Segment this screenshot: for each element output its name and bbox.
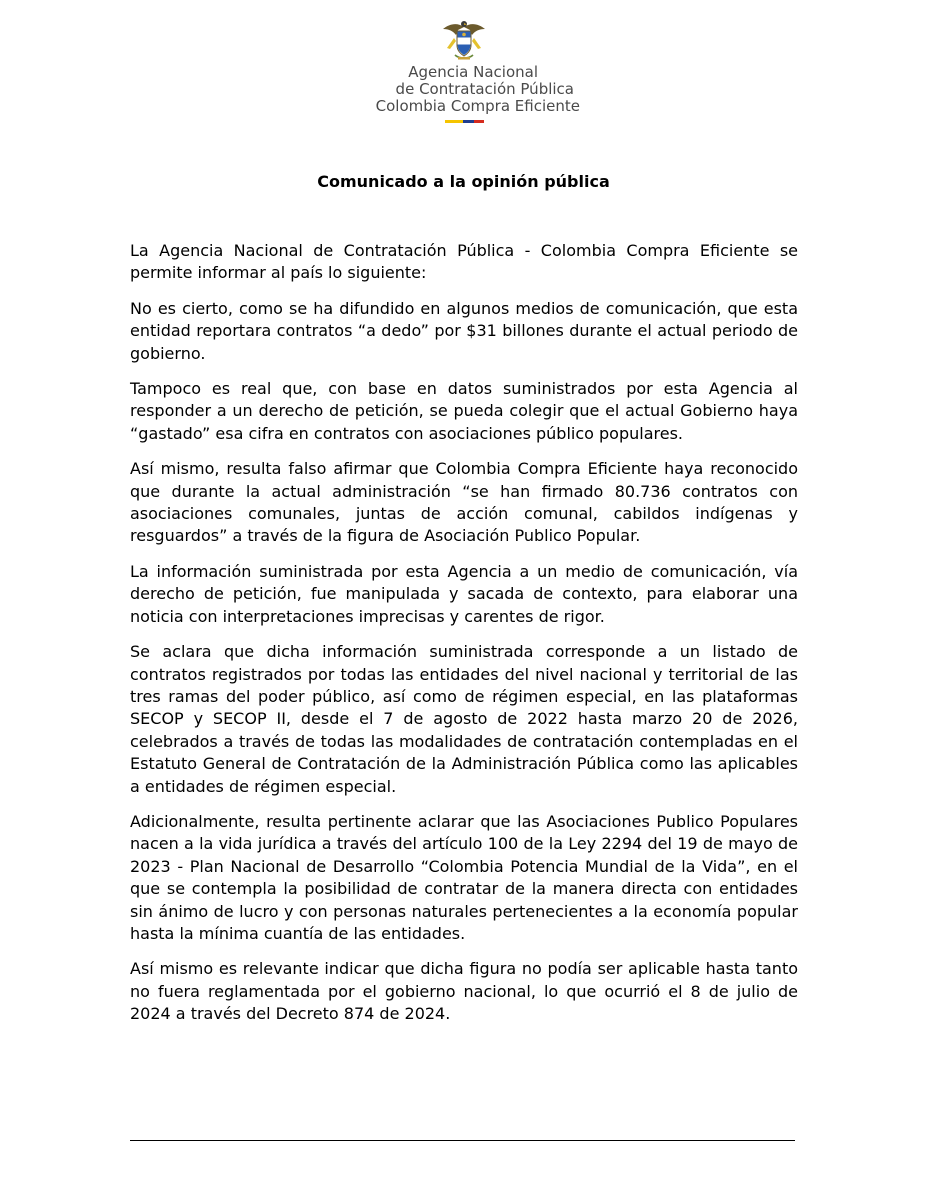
paragraph: La información suministrada por esta Agencia a un medio de comunicación, vía derecho de petición, fue manipulada y sacada de contexto, para elaborar una noticia con interpretaciones imprecisas y carentes de rigor.: [130, 561, 798, 626]
paragraph: Tampoco es real que, con base en datos suministrados por esta Agencia al responder a un derecho de petición, se pueda colegir que el actual Gobierno haya “gastado” esa cifra en contratos con asociaciones público populares.: [130, 379, 798, 443]
letterhead: [0, 0, 927, 135]
document-body: [130, 240, 798, 1039]
footer-divider: [130, 1140, 795, 1141]
flag-stripe-blue: [463, 120, 474, 123]
paragraph: Así mismo es relevante indicar que dicha figura no podía ser aplicable hasta tanto no fuera reglamentada por el gobierno nacional, lo que ocurrió el 8 de julio de 2024 a través del Decreto 874 de 2024.: [130, 959, 798, 1024]
flag-color-bar: [445, 120, 484, 123]
agency-name: [340, 64, 590, 115]
agency-name-line-1: Agencia Nacional: [408, 63, 538, 81]
agency-name-line-2: de Contratación Pública: [395, 80, 574, 98]
paragraph: Así mismo, resulta falso afirmar que Colombia Compra Eficiente haya reconocido que durante la actual administración “se han firmado 80.736 contratos con asociaciones comunales, juntas de acción comunal, cabildos indígenas y resguardos” a través de la figura de Asociación Publico Popular.: [130, 459, 798, 546]
document-title: Comunicado a la opinión pública: [317, 172, 610, 191]
flag-stripe-yellow: [445, 120, 463, 123]
paragraph: Se aclara que dicha información suministrada corresponde a un listado de contratos registrados por todas las entidades del nivel nacional y territorial de las tres ramas del poder público, así como de régimen especial, en las plataformas SECOP y SECOP II, desde el 7 de agosto de 2022 hasta marzo 20 de 2026, celebrados a través de todas las modalidades de contratación contempladas en el Estatuto General de Contratación de la Administración Pública como las aplicables a entidades de régimen especial.: [130, 642, 798, 796]
paragraph: Adicionalmente, resulta pertinente aclarar que las Asociaciones Publico Populares nacen a la vida jurídica a través del artículo 100 de la Ley 2294 del 19 de mayo de 2023 - Plan Nacional de Desarrollo “Colombia Potencia Mundial de la Vida”, en el que se contempla la posibilidad de contratar de la manera directa con entidades sin ánimo de lucro y con personas naturales pertenecientes a la economía popular hasta la mínima cuantía de las entidades.: [130, 811, 798, 943]
flag-stripe-red: [474, 120, 484, 123]
agency-name-line-3: Colombia Compra Eficiente: [375, 97, 580, 115]
paragraph: La Agencia Nacional de Contratación Pública - Colombia Compra Eficiente se permite informar al país lo siguiente:: [130, 241, 798, 283]
coat-of-arms-icon: [441, 18, 487, 62]
paragraph: No es cierto, como se ha difundido en algunos medios de comunicación, que esta entidad reportara contratos “a dedo” por $31 billones durante el actual periodo de gobierno.: [130, 298, 798, 363]
